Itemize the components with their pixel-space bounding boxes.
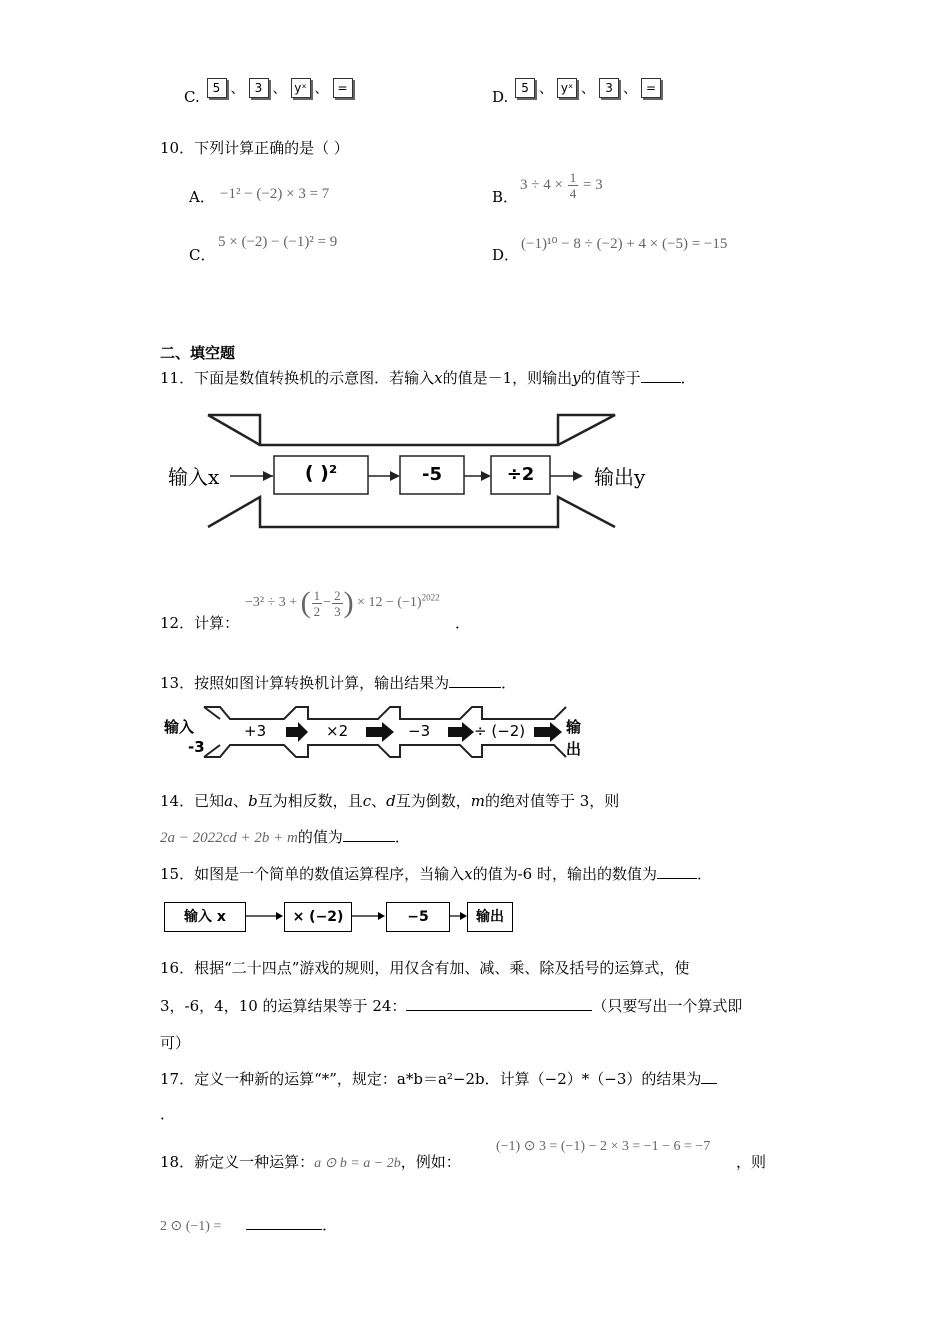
flow-arrow	[246, 908, 284, 924]
stem-text: 17．定义一种新的运算“*”，规定：a*b＝a²−2b．计算（−2）*（−3）的结果为	[160, 1070, 702, 1088]
stem-end: ．	[322, 1216, 338, 1234]
stem-text: 的值是－1，则输出	[442, 369, 573, 387]
variable-b: b	[248, 792, 258, 810]
q10-option-c-label: C．	[189, 246, 216, 264]
answer-blank[interactable]	[657, 864, 697, 879]
expr-part: = 3	[582, 176, 603, 193]
stem-text: 15．如图是一个简单的数值运算程序，当输入	[160, 865, 465, 883]
flow-arrow	[450, 908, 468, 924]
separator: 、	[230, 81, 245, 97]
calc-key: =	[333, 78, 353, 98]
q17-end: ．	[160, 1105, 176, 1123]
stem-text: 互为倒数，	[395, 792, 471, 810]
diagram-box-square: ( )²	[304, 462, 338, 484]
stem-end: ．	[696, 865, 712, 883]
stem-text: （只要写出一个算式即	[592, 997, 743, 1015]
numerator: 2	[334, 587, 341, 603]
q14-stem	[160, 790, 619, 811]
stem-text: 3，-6，4，10 的运算结果等于 24：	[160, 997, 407, 1015]
section-title: 二、填空题	[160, 344, 236, 362]
diagram-input-label: 输入	[164, 718, 195, 736]
numerator: 1	[569, 170, 577, 185]
stem-text: ，例如：	[400, 1153, 461, 1171]
q18-ask-expr: 2 ⊙ (−1) =	[160, 1219, 222, 1234]
stem-text: 的值等于	[580, 369, 641, 387]
numerator: 1	[313, 587, 321, 603]
flow-box-input: 输入 x	[164, 902, 246, 932]
q12-prefix: 12．计算：	[160, 614, 240, 632]
separator: 、	[539, 81, 554, 97]
answer-blank[interactable]	[641, 368, 681, 383]
fraction	[568, 170, 579, 201]
calc-key: 3	[599, 78, 619, 98]
q15-stem	[160, 863, 712, 884]
stem-text: 18．新定义一种运算：	[160, 1153, 315, 1171]
separator: 、	[581, 81, 596, 97]
answer-blank[interactable]	[449, 673, 501, 688]
q10-option-c-expr: 5 × (−2) − (−1)² = 9	[218, 234, 338, 250]
variable-x: x	[434, 369, 443, 387]
expr-part: 3 ÷ 4 ×	[520, 176, 563, 193]
answer-blank[interactable]	[246, 1215, 322, 1230]
answer-blank[interactable]	[701, 1069, 717, 1084]
q9-option-c	[184, 78, 355, 106]
stem-text: 的值为	[297, 828, 343, 846]
variable-d: d	[386, 792, 396, 810]
fraction	[332, 588, 343, 619]
denominator: 2	[313, 603, 321, 619]
denominator: 4	[569, 186, 577, 201]
variable-m: m	[470, 792, 485, 810]
q10-option-b-label: B．	[492, 188, 519, 206]
stem-end: ．	[501, 674, 517, 692]
answer-blank[interactable]	[406, 996, 592, 1011]
left-paren: (	[300, 586, 311, 619]
q10-option-b-expr	[520, 170, 603, 201]
variable-y: y	[572, 369, 581, 387]
diagram-box-div2: ÷2	[506, 464, 535, 485]
minus-sign: −	[323, 595, 332, 611]
flow-box-minus5: −5	[386, 902, 450, 932]
separator: 、	[233, 792, 249, 810]
q12-end: ．	[455, 614, 471, 632]
fraction	[312, 588, 323, 619]
q17-stem	[160, 1068, 717, 1089]
answer-blank[interactable]	[343, 827, 395, 842]
q11-stem	[160, 367, 696, 388]
stem-text: 的值为-6 时，输出的数值为	[472, 865, 657, 883]
q14-line2	[160, 826, 410, 847]
calc-key: 3	[249, 78, 269, 98]
right-paren: )	[343, 586, 354, 619]
variable-x: x	[464, 865, 473, 883]
calc-key: 5	[515, 78, 535, 98]
expr-part: −3² ÷ 3 +	[245, 595, 298, 611]
separator: 、	[371, 792, 387, 810]
q13-stem	[160, 672, 516, 693]
q16-line1: 16．根据“二十四点”游戏的规则，用仅含有加、减、乘、除及括号的运算式，使	[160, 959, 690, 977]
q18-then: ，则	[736, 1153, 767, 1171]
flow-box-times-neg2: × (−2)	[284, 902, 352, 932]
option-d-label: D.	[492, 88, 509, 106]
stem-text: 互为相反数，且	[257, 792, 363, 810]
stem-text: 的绝对值等于 3，则	[484, 792, 620, 810]
stem-end: ．	[394, 828, 410, 846]
stem-text: 14．已知	[160, 792, 225, 810]
q12-expression	[245, 586, 440, 620]
separator: 、	[272, 81, 287, 97]
q10-option-a-expr: −1² − (−2) × 3 = 7	[220, 186, 330, 202]
step-div-neg2: ÷ (−2)	[474, 722, 526, 740]
exponent: 2022	[421, 592, 440, 603]
calc-key: yˣ	[291, 78, 311, 98]
diagram-output-line1: 输	[566, 718, 582, 736]
q18-example: (−1) ⊙ 3 = (−1) − 2 × 3 = −1 − 6 = −7	[496, 1139, 711, 1154]
q18-stem	[160, 1151, 461, 1172]
q16-line2	[160, 995, 742, 1016]
stem-text: 13．按照如图计算转换机计算，输出结果为	[160, 674, 450, 692]
q10-option-d-label: D．	[492, 246, 520, 264]
separator: 、	[623, 81, 638, 97]
flow-box-output: 输出	[467, 902, 513, 932]
step-times2: ×2	[326, 722, 349, 740]
diagram-output-label: 输出y	[594, 465, 646, 489]
step-plus3: +3	[244, 722, 267, 740]
expr-part: × 12 − (−1)	[357, 595, 422, 611]
diagram-output-line2: 出	[566, 740, 582, 758]
calc-key: =	[641, 78, 661, 98]
q10-option-d-expr: (−1)¹⁰ − 8 ÷ (−2) + 4 × (−5) = −15	[521, 236, 728, 252]
stem-end: ．	[680, 369, 696, 387]
q14-expression: 2a − 2022cd + 2b + m	[160, 830, 298, 846]
calc-key: 5	[207, 78, 227, 98]
q9-option-d	[492, 78, 663, 106]
q16-line3: 可）	[160, 1034, 191, 1052]
flow-arrow	[352, 908, 386, 924]
q18-definition: a ⊙ b = a − 2b	[314, 1156, 401, 1171]
step-minus3: −3	[408, 722, 431, 740]
variable-c: c	[362, 792, 372, 810]
q10-option-a-label: A．	[189, 188, 215, 206]
q10-stem: 10．下列计算正确的是（ ）	[160, 139, 349, 157]
variable-a: a	[224, 792, 234, 810]
denominator: 3	[334, 603, 341, 619]
calc-key: yˣ	[557, 78, 577, 98]
separator: 、	[314, 81, 329, 97]
diagram-input-value: -3	[188, 738, 205, 756]
option-c-label: C.	[184, 88, 200, 106]
diagram-box-minus5: -5	[422, 464, 442, 485]
stem-text: 11．下面是数值转换机的示意图．若输入	[160, 369, 435, 387]
q18-question	[160, 1214, 337, 1235]
diagram-input-label: 输入x	[168, 465, 220, 489]
